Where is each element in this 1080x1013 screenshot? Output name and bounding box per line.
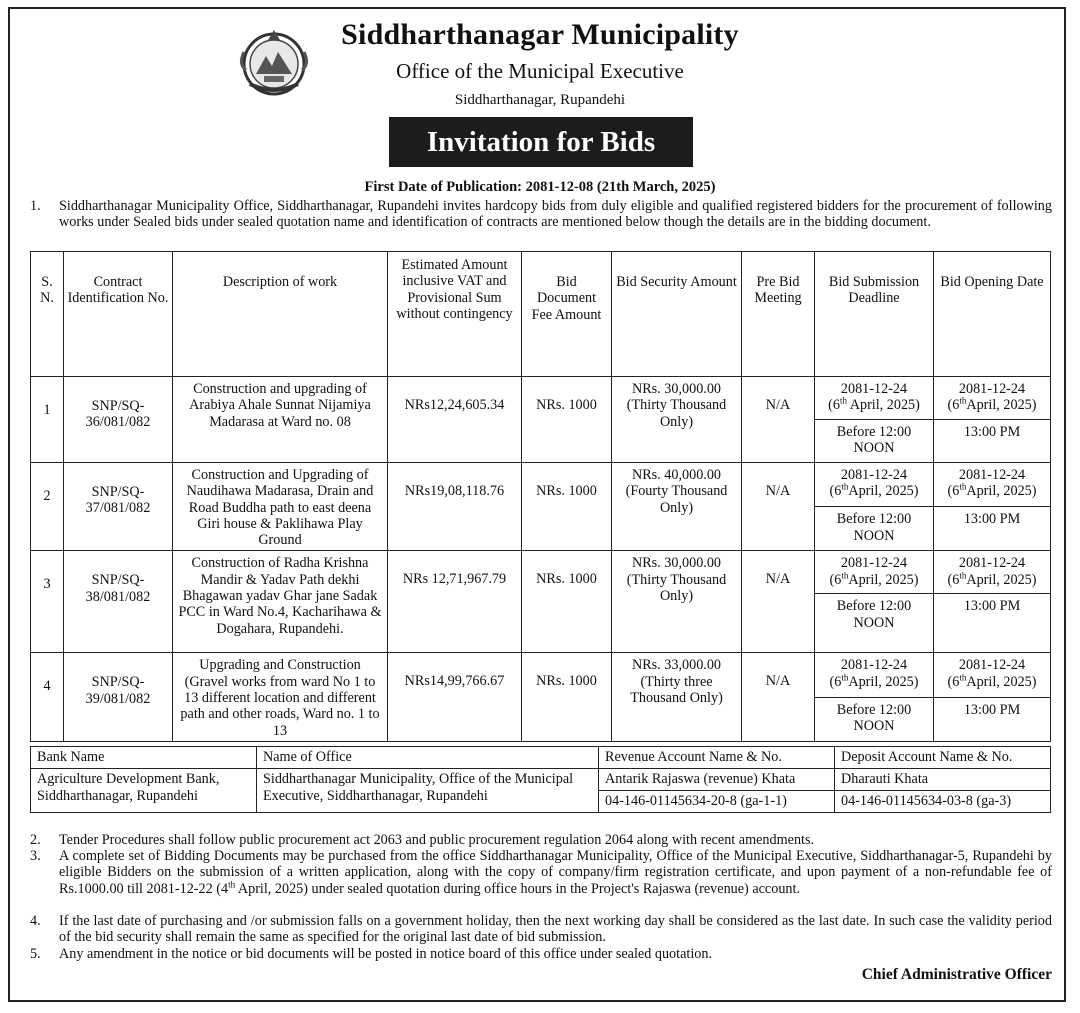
cell-sn: 3	[31, 551, 64, 653]
opening-ad-rest: April, 2025)	[966, 483, 1037, 500]
publication-date: First Date of Publication: 2081-12-08 (21th March, 2025)	[364, 179, 716, 195]
cell-deadline-date	[815, 377, 934, 420]
deadline-ad-rest: April, 2025)	[848, 673, 919, 690]
deadline-ad-rest: April, 2025)	[848, 483, 919, 500]
cell-sn: 4	[31, 653, 64, 741]
deadline-ad-day: (6	[829, 673, 842, 690]
col-header-estimated: Estimated Amount inclusive VAT and Provisional Sum without contingency	[388, 252, 522, 377]
office-location: Siddharthanagar, Rupandehi	[454, 92, 626, 108]
note-number: 4.	[30, 913, 41, 929]
cell-opening-time: 13:00 PM	[934, 507, 1051, 551]
cell-opening-time: 13:00 PM	[934, 697, 1051, 741]
cell-estimated: NRs 12,71,967.79	[388, 551, 522, 653]
col-header-doc-fee: Bid Document Fee Amount	[522, 252, 612, 377]
note-number: 5.	[30, 946, 41, 962]
ordinal-suffix: th	[839, 395, 847, 406]
opening-ad-rest: April, 2025)	[966, 571, 1037, 588]
bank-header-bank: Bank Name	[31, 747, 257, 769]
note-item	[30, 946, 1052, 962]
cell-opening-date	[934, 377, 1051, 420]
ordinal-suffix: th	[959, 395, 967, 406]
ordinal-suffix: th	[959, 570, 967, 581]
cell-contract-id: SNP/SQ-37/081/082	[64, 463, 173, 551]
opening-ad-rest: April, 2025)	[966, 673, 1037, 690]
ordinal-suffix: th	[959, 672, 967, 683]
signatory-title: Chief Administrative Officer	[861, 966, 1052, 983]
cell-doc-fee: NRs. 1000	[522, 551, 612, 653]
revenue-account-number: 04-146-01145634-20-8 (ga-1-1)	[599, 791, 835, 813]
org-name: Siddharthanagar Municipality	[341, 18, 739, 51]
col-header-deadline: Bid Submission Deadline	[815, 252, 934, 377]
intro-paragraph	[30, 198, 1052, 231]
opening-bs-date: 2081-12-24	[958, 467, 1026, 483]
opening-ad-day: (6	[947, 571, 960, 588]
note-number: 3.	[30, 848, 41, 864]
table-row	[31, 463, 1051, 507]
table-header-row	[31, 252, 1051, 377]
table-row	[31, 653, 1051, 697]
para-text: Siddharthanagar Municipality Office, Siddharthanagar, Rupandehi invites hardcopy bids from duly eligible and qualified registered bidders for the procurement of following works under Sealed bids under sealed quotation name and identification of contracts are mentioned below though the details are in the bidding document.	[59, 198, 1052, 231]
cell-sn: 1	[31, 377, 64, 463]
cell-prebid: N/A	[742, 551, 815, 653]
cell-opening-time: 13:00 PM	[934, 420, 1051, 463]
note-text	[59, 848, 1052, 897]
cell-contract-id: SNP/SQ-36/081/082	[64, 377, 173, 463]
deposit-account-name: Dharauti Khata	[835, 769, 1051, 791]
cell-description: Construction and Upgrading of Naudihawa Madarasa, Drain and Road Buddha path to east deena Giri house & Paklihawa Play Ground	[173, 463, 388, 551]
office-name-cell: Siddharthanagar Municipality, Office of the Municipal Executive, Siddharthanagar, Rupandehi	[257, 769, 599, 813]
opening-bs-date: 2081-12-24	[958, 555, 1026, 572]
cell-deadline-date	[815, 551, 934, 594]
col-header-sn: S. N.	[31, 252, 64, 377]
col-header-contract-id: Contract Identification No.	[64, 252, 173, 377]
cell-estimated: NRs14,99,766.67	[388, 653, 522, 741]
col-header-security: Bid Security Amount	[612, 252, 742, 377]
note-text: Any amendment in the notice or bid documents will be posted in notice board of this office under sealed quotation.	[59, 946, 712, 962]
cell-doc-fee: NRs. 1000	[522, 463, 612, 551]
cell-security: NRs. 30,000.00 (Thirty Thousand Only)	[612, 551, 742, 653]
office-name: Office of the Municipal Executive	[396, 59, 684, 83]
col-header-prebid: Pre Bid Meeting	[742, 252, 815, 377]
cell-security: NRs. 30,000.00 (Thirty Thousand Only)	[612, 377, 742, 463]
cell-security: NRs. 33,000.00 (Thirty three Thousand Only)	[612, 653, 742, 741]
note-item	[30, 848, 1052, 897]
cell-contract-id: SNP/SQ-38/081/082	[64, 551, 173, 653]
ordinal-suffix: th	[841, 672, 849, 683]
cell-opening-date	[934, 551, 1051, 594]
col-header-opening: Bid Opening Date	[934, 252, 1051, 377]
cell-deadline-date	[815, 653, 934, 697]
deadline-bs-date: 2081-12-24	[840, 657, 908, 674]
cell-opening-date	[934, 463, 1051, 507]
cell-deadline-time: Before 12:00 NOON	[815, 697, 934, 741]
cell-prebid: N/A	[742, 653, 815, 741]
cell-description: Construction and upgrading of Arabiya Ahale Sunnat Nijamiya Madarasa at Ward no. 08	[173, 377, 388, 463]
cell-sn: 2	[31, 463, 64, 551]
cell-estimated: NRs19,08,118.76	[388, 463, 522, 551]
cell-security: NRs. 40,000.00 (Fourty Thousand Only)	[612, 463, 742, 551]
bank-table	[30, 746, 1051, 813]
opening-ad-day: (6	[947, 483, 960, 500]
bids-table	[30, 251, 1051, 742]
deadline-bs-date: 2081-12-24	[840, 381, 908, 397]
bank-header-revenue: Revenue Account Name & No.	[599, 747, 835, 769]
cell-opening-time: 13:00 PM	[934, 594, 1051, 653]
cell-deadline-time: Before 12:00 NOON	[815, 594, 934, 653]
cell-description: Construction of Radha Krishna Mandir & Yadav Path dekhi Bhagawan yadav Ghar jane Sadak PCC in Ward No.4, Kacharihawa & Dogahara, Rupandehi.	[173, 551, 388, 653]
opening-ad-rest: April, 2025)	[966, 397, 1037, 414]
note-text-b: April, 2025) under sealed quotation during office hours in the Project's Rajaswa (revenue) account.	[235, 880, 800, 897]
opening-ad-day: (6	[947, 673, 960, 690]
table-row	[31, 377, 1051, 420]
col-header-description: Description of work	[173, 252, 388, 377]
ordinal-suffix: th	[841, 481, 849, 492]
ordinal-suffix: th	[841, 570, 849, 581]
deadline-bs-date: 2081-12-24	[840, 467, 908, 483]
cell-deadline-time: Before 12:00 NOON	[815, 420, 934, 463]
deadline-ad-day: (6	[829, 483, 842, 500]
note-item	[30, 913, 1052, 946]
cell-doc-fee: NRs. 1000	[522, 653, 612, 741]
note-item	[30, 832, 1052, 848]
bank-name: Agriculture Development Bank, Siddharthanagar, Rupandehi	[31, 769, 257, 813]
cell-description: Upgrading and Construction (Gravel works from ward No 1 to 13 different location and different path and other roads, Ward no. 1 to 13	[173, 653, 388, 741]
note-text: If the last date of purchasing and /or submission falls on a government holiday, then the next working day shall be considered as the last date. In such case the validity period of the bid security shall remain the same as specified for the original last date of bid submission.	[59, 913, 1052, 946]
deposit-account-number: 04-146-01145634-03-8 (ga-3)	[835, 791, 1051, 813]
deadline-bs-date: 2081-12-24	[840, 555, 908, 572]
notice-title-banner: Invitation for Bids	[389, 117, 693, 167]
cell-contract-id: SNP/SQ-39/081/082	[64, 653, 173, 741]
note-number: 2.	[30, 832, 41, 848]
opening-bs-date: 2081-12-24	[958, 381, 1026, 397]
cell-deadline-time: Before 12:00 NOON	[815, 507, 934, 551]
ordinal-suffix: th	[228, 878, 236, 889]
bank-header-deposit: Deposit Account Name & No.	[835, 747, 1051, 769]
cell-estimated: NRs12,24,605.34	[388, 377, 522, 463]
deadline-ad-rest: April, 2025)	[848, 571, 919, 588]
cell-opening-date	[934, 653, 1051, 697]
revenue-account-name: Antarik Rajaswa (revenue) Khata	[599, 769, 835, 791]
cell-prebid: N/A	[742, 463, 815, 551]
bank-row	[31, 769, 1051, 791]
opening-bs-date: 2081-12-24	[958, 657, 1026, 674]
deadline-ad-day: (6	[828, 397, 840, 414]
table-row	[31, 551, 1051, 594]
cell-doc-fee: NRs. 1000	[522, 377, 612, 463]
bank-header-office: Name of Office	[257, 747, 599, 769]
para-number: 1.	[30, 198, 41, 214]
opening-ad-day: (6	[947, 397, 960, 414]
cell-prebid: N/A	[742, 377, 815, 463]
ordinal-suffix: th	[959, 481, 967, 492]
note-text: Tender Procedures shall follow public procurement act 2063 and public procurement regulation 2064 along with recent amendments.	[59, 832, 815, 848]
cell-deadline-date	[815, 463, 934, 507]
deadline-ad-day: (6	[829, 571, 842, 588]
note-text-a: A complete set of Bidding Documents may be purchased from the office Siddharthanagar Municipality, Office of the Municipal Executive, Siddharthanagar-5, Rupandehi by eligible Bidders on the submission of a written application, along with the copy of company/firm registration certificate, and upon payment of a non-refundable fee of Rs.1000.00 till 2081-12-22 (4	[59, 848, 1052, 897]
deadline-ad-rest: April, 2025)	[846, 397, 920, 414]
bank-header-row	[31, 747, 1051, 769]
